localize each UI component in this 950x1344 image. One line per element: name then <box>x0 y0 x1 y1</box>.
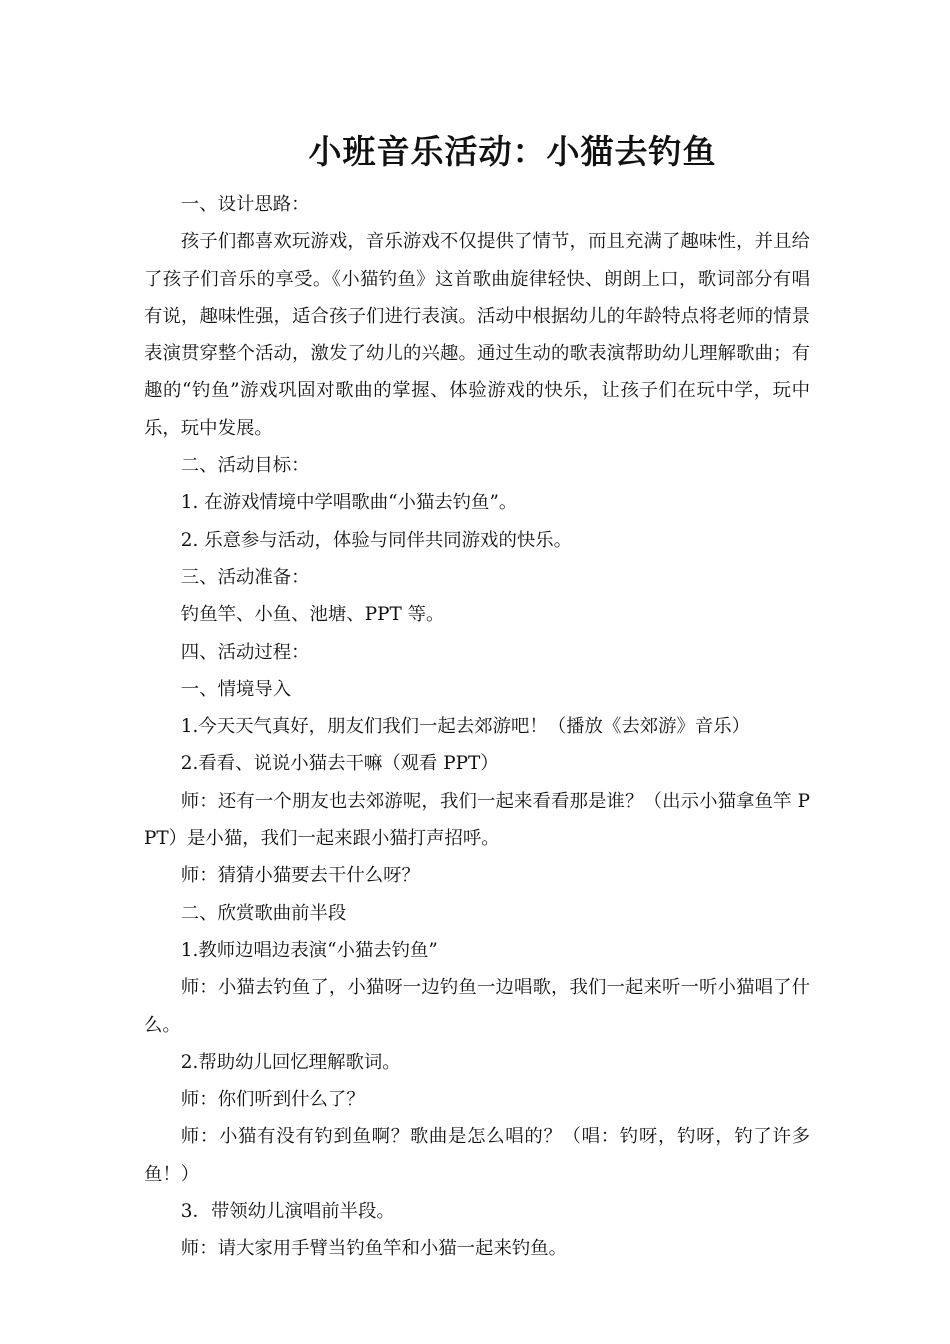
teacher-line: 师：你们听到什么了？ <box>180 1089 365 1111</box>
design-paragraph: 孩子们都喜欢玩游戏，音乐游戏不仅提供了情节，而且充满了趣味性，并且给了孩子们音乐的享受。《小猫钓鱼》这首歌曲旋律轻快、朗朗上口，歌词部分有唱有说，趣味性强，适合孩子们进行表演。活动中根据幼儿的年龄特点将老师的情景表演贯穿整个活动，激发了幼儿的兴趣。通过生动的歌表演帮助幼儿理解歌曲；有趣的“钓鱼”游戏巩固对歌曲的掌握、体验游戏的快乐，让孩子们在玩中学，玩中乐，玩中发展。 <box>144 231 810 439</box>
goal-item-2: 2. 乐意参与活动，体验与同伴共同游戏的快乐。 <box>180 529 573 551</box>
process-step: 3．带领幼儿演唱前半段。 <box>180 1201 395 1223</box>
process-step: 2.看看、说说小猫去干嘛（观看 PPT） <box>180 753 499 775</box>
section-heading-preparation: 三、活动准备： <box>180 566 310 588</box>
subsection-heading-appreciation: 二、欣赏歌曲前半段 <box>180 902 347 924</box>
teacher-line: 师：小猫去钓鱼了，小猫呀一边钓鱼一边唱歌，我们一起来听一听小猫唱了什么。 <box>144 977 810 1036</box>
goal-item-1: 1. 在游戏情境中学唱歌曲“小猫去钓鱼”。 <box>180 492 518 514</box>
teacher-line: 师：请大家用手臂当钓鱼竿和小猫一起来钓鱼。 <box>180 1238 568 1260</box>
process-step: 2.帮助幼儿回忆理解歌词。 <box>180 1051 401 1073</box>
document-body <box>144 186 810 1268</box>
process-step: 1.教师边唱边表演“小猫去钓鱼” <box>180 939 438 961</box>
subsection-heading-intro: 一、情境导入 <box>180 678 292 700</box>
section-heading-design: 一、设计思路： <box>180 194 310 215</box>
process-step: 1.今天天气真好，朋友们我们一起去郊游吧！（播放《去郊游》音乐） <box>180 716 751 738</box>
teacher-line: 师：猜猜小猫要去干什么呀？ <box>180 865 420 887</box>
section-heading-goals: 二、活动目标： <box>180 455 310 477</box>
section-heading-process: 四、活动过程： <box>180 641 310 663</box>
teacher-line: 师：还有一个朋友也去郊游呢，我们一起来看看那是谁？（出示小猫拿鱼竿 PPT）是小猫，我们一起来跟小猫打声招呼。 <box>144 790 810 850</box>
preparation-list: 钓鱼竿、小鱼、池塘、PPT 等。 <box>180 604 445 626</box>
document-title: 小班音乐活动：小猫去钓鱼 <box>308 132 717 171</box>
teacher-line: 师：小猫有没有钓到鱼啊？歌曲是怎么唱的？（唱：钓呀，钓呀，钓了许多鱼！） <box>144 1126 810 1185</box>
